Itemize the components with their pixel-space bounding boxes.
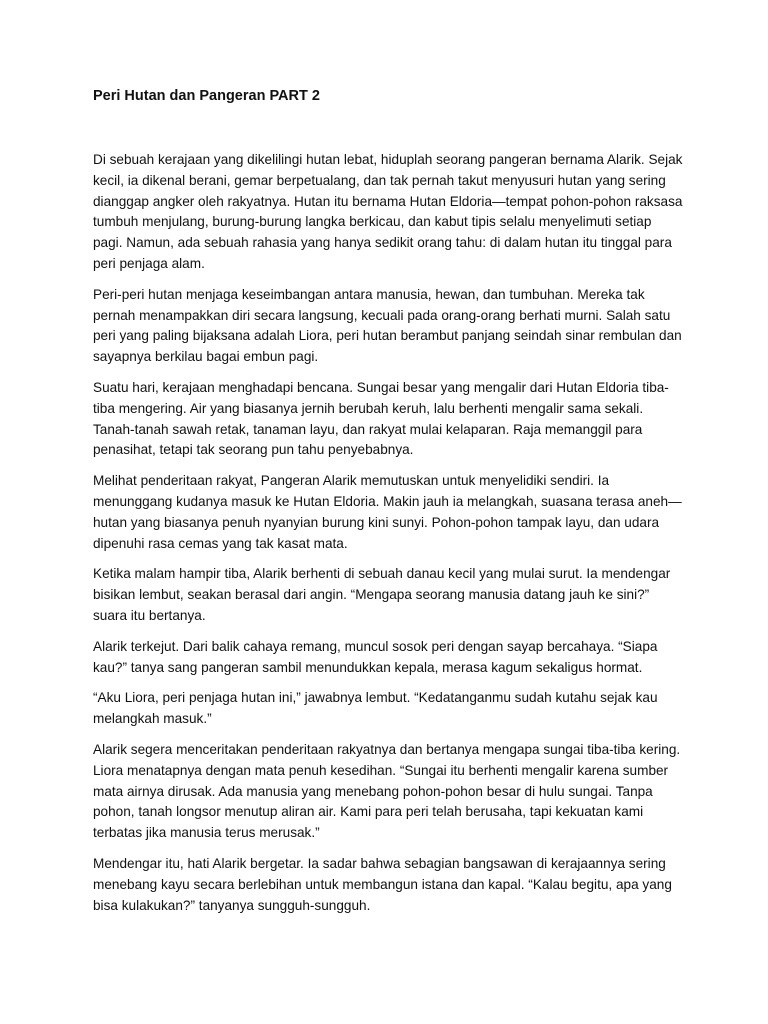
paragraph-7: “Aku Liora, peri penjaga hutan ini,” jawabnya lembut. “Kedatanganmu sudah kutahu sejak kau melangkah masuk.”	[93, 690, 658, 727]
paragraph-9: Mendengar itu, hati Alarik bergetar. Ia sadar bahwa sebagian bangsawan di kerajaannya sering menebang kayu secara berlebihan untuk membangun istana dan kapal. “Kalau begitu, apa yang bisa kulakukan?” tanyanya sungguh-sungguh.	[93, 855, 672, 913]
paragraph-3: Suatu hari, kerajaan menghadapi bencana. Sungai besar yang mengalir dari Hutan Eldoria tiba-tiba mengering. Air yang biasanya jernih berubah keruh, lalu berhenti mengalir sama sekali. Tanah-tanah sawah retak, tanaman layu, dan rakyat mulai kelaparan. Raja memanggil para penasihat, tetapi tak seorang pun tahu penyebabnya.	[93, 379, 669, 458]
document-page	[93, 0, 683, 926]
document-body	[93, 150, 683, 916]
paragraph-5: Ketika malam hampir tiba, Alarik berhenti di sebuah danau kecil yang mulai surut. Ia mendengar bisikan lembut, seakan berasal dari angin. “Mengapa seorang manusia datang jauh ke sini?” suara itu bertanya.	[93, 566, 671, 623]
paragraph-1: Di sebuah kerajaan yang dikelilingi hutan lebat, hiduplah seorang pangeran bernama Alarik. Sejak kecil, ia dikenal berani, gemar berpetualang, dan tak pernah takut menyusuri hutan yang sering dianggap angker oleh rakyatnya. Hutan itu bernama Hutan Eldoria—tempat pohon-pohon raksasa tumbuh menjulang, burung-burung langka berkicau, dan kabut tipis selalu menyelimuti setiap pagi. Namun, ada sebuah rahasia yang hanya sedikit orang tahu: di dalam hutan itu tinggal para peri penjaga alam.	[93, 152, 683, 271]
paragraph-6: Alarik terkejut. Dari balik cahaya remang, muncul sosok peri dengan sayap bercahaya. “Siapa kau?” tanya sang pangeran sambil menundukkan kepala, merasa kagum sekaligus hormat.	[93, 638, 658, 675]
document-title: Peri Hutan dan Pangeran PART 2	[93, 88, 320, 104]
paragraph-8: Alarik segera menceritakan penderitaan rakyatnya dan bertanya mengapa sungai tiba-tiba kering. Liora menatapnya dengan mata penuh kesedihan. “Sungai itu berhenti mengalir karena sumber mata airnya dirusak. Ada manusia yang menebang pohon-pohon besar di hulu sungai. Tanpa pohon, tanah longsor menutup aliran air. Kami para peri telah berusaha, tapi kekuatan kami terbatas jika manusia terus merusak.”	[93, 741, 681, 841]
paragraph-2: Peri-peri hutan menjaga keseimbangan antara manusia, hewan, dan tumbuhan. Mereka tak pernah menampakkan diri secara langsung, kecuali pada orang-orang berhati murni. Salah satu peri yang paling bijaksana adalah Liora, peri hutan berambut panjang seindah sinar rembulan dan sayapnya berkilau bagai embun pagi.	[93, 286, 682, 365]
paragraph-4: Melihat penderitaan rakyat, Pangeran Alarik memutuskan untuk menyelidiki sendiri. Ia menunggang kudanya masuk ke Hutan Eldoria. Makin jauh ia melangkah, suasana terasa aneh—hutan yang biasanya penuh nyanyian burung kini sunyi. Pohon-pohon tampak layu, dan udara dipenuhi rasa cemas yang tak kasat mata.	[93, 473, 682, 551]
